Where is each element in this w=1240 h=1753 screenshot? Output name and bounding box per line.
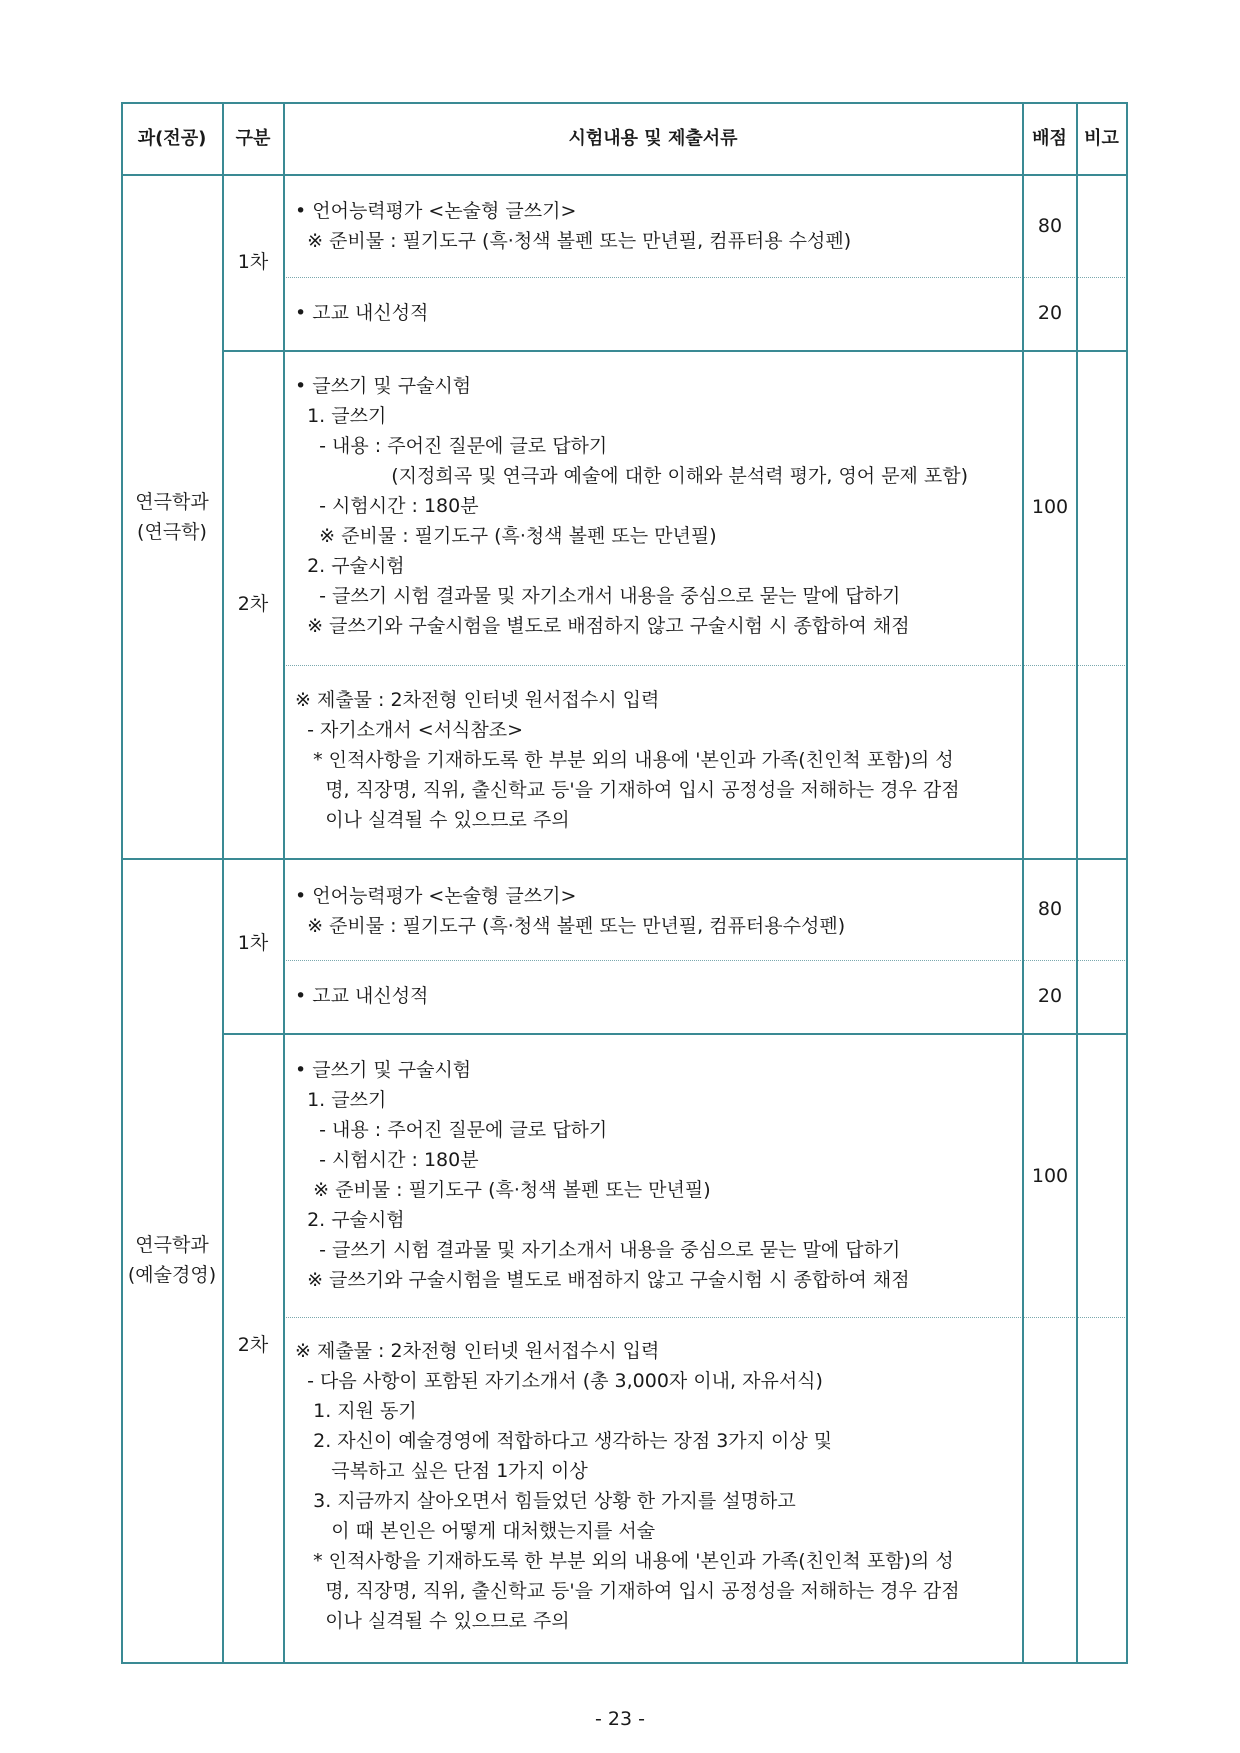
score-value: 20	[1037, 985, 1063, 1007]
content-line: 극복하고 싶은 단점 1가지 이상	[295, 1460, 588, 1482]
column-divider	[283, 102, 285, 1664]
content-line: ※ 제출물 : 2차전형 인터넷 원서접수시 입력	[295, 689, 660, 711]
content-line: (지정희곡 및 연극과 예술에 대한 이해와 분석력 평가, 영어 문제 포함)	[355, 465, 969, 487]
row-divider	[284, 277, 1127, 278]
header-round: 구분	[235, 128, 271, 149]
content-line: 명, 직장명, 직위, 출신학교 등'을 기재하여 입시 공정성을 저해하는 경우 감점	[295, 1580, 960, 1602]
row-divider	[222, 1033, 1127, 1035]
score-value: 80	[1037, 215, 1063, 237]
content-line: ※ 글쓰기와 구술시험을 별도로 배점하지 않고 구술시험 시 종합하여 채점	[295, 1269, 910, 1291]
dept-major: (예술경영)	[127, 1264, 217, 1286]
content-line: 3. 지금까지 살아오면서 힘들었던 상황 한 가지를 설명하고	[295, 1490, 796, 1512]
content-line: • 글쓰기 및 구술시험	[295, 375, 472, 397]
content-line: ※ 준비물 : 필기도구 (흑·청색 볼펜 또는 만년필, 컴퓨터용수성펜)	[295, 915, 846, 937]
column-divider	[1076, 102, 1078, 1664]
content-line: ※ 준비물 : 필기도구 (흑·청색 볼펜 또는 만년필, 컴퓨터용 수성펜)	[295, 230, 852, 252]
score-value: 20	[1037, 302, 1063, 324]
section-divider	[121, 858, 1127, 860]
content-line: • 고교 내신성적	[295, 985, 429, 1007]
row-divider	[284, 665, 1127, 666]
content-line: 2. 자신이 예술경영에 적합하다고 생각하는 장점 3가지 이상 및	[295, 1430, 833, 1452]
content-line: - 다음 사항이 포함된 자기소개서 (총 3,000자 이내, 자유서식)	[295, 1370, 823, 1392]
content-line: - 글쓰기 시험 결과물 및 자기소개서 내용을 중심으로 묻는 말에 답하기	[295, 585, 901, 607]
header-dept: 과(전공)	[137, 128, 207, 149]
score-value: 100	[1031, 1165, 1069, 1187]
content-line: ※ 제출물 : 2차전형 인터넷 원서접수시 입력	[295, 1340, 660, 1362]
round-label: 1차	[237, 932, 269, 954]
content-line: - 자기소개서 <서식참조>	[295, 719, 524, 741]
content-line: • 글쓰기 및 구술시험	[295, 1059, 472, 1081]
content-line: • 고교 내신성적	[295, 302, 429, 324]
score-value: 80	[1037, 898, 1063, 920]
content-line: * 인적사항을 기재하도록 한 부분 외의 내용에 '본인과 가족(친인척 포함)의 성	[295, 749, 954, 771]
content-line: - 글쓰기 시험 결과물 및 자기소개서 내용을 중심으로 묻는 말에 답하기	[295, 1239, 901, 1261]
dept-name: 연극학과	[135, 1234, 209, 1256]
content-line: 이나 실격될 수 있으므로 주의	[295, 809, 570, 831]
row-divider	[222, 350, 1127, 352]
content-line: ※ 글쓰기와 구술시험을 별도로 배점하지 않고 구술시험 시 종합하여 채점	[295, 615, 910, 637]
header-bottom-border	[121, 174, 1127, 176]
content-line: 2. 구술시험	[295, 555, 405, 577]
content-line: ※ 준비물 : 필기도구 (흑·청색 볼펜 또는 만년필)	[295, 525, 717, 547]
table-top-border	[121, 102, 1127, 104]
round-label: 2차	[237, 1334, 269, 1356]
page-number: - 23 -	[595, 1708, 645, 1730]
header-score: 배점	[1032, 128, 1067, 149]
content-line: 1. 지원 동기	[295, 1400, 417, 1422]
table-left-border	[121, 102, 123, 1664]
row-divider	[284, 1317, 1127, 1318]
content-line: - 내용 : 주어진 질문에 글로 답하기	[295, 435, 608, 457]
round-label: 1차	[237, 251, 269, 273]
table-bottom-border	[121, 1662, 1127, 1664]
row-divider	[284, 960, 1127, 961]
content-line: 명, 직장명, 직위, 출신학교 등'을 기재하여 입시 공정성을 저해하는 경우 감점	[295, 779, 960, 801]
content-line: • 언어능력평가 <논술형 글쓰기>	[295, 200, 577, 222]
dept-name: 연극학과	[135, 491, 209, 513]
header-note: 비고	[1084, 128, 1119, 149]
content-line: 이나 실격될 수 있으므로 주의	[295, 1610, 570, 1632]
content-line: * 인적사항을 기재하도록 한 부분 외의 내용에 '본인과 가족(친인척 포함)의 성	[295, 1550, 954, 1572]
table-right-border	[1126, 102, 1128, 1664]
column-divider	[222, 102, 224, 1664]
content-line: 이 때 본인은 어떻게 대처했는지를 서술	[295, 1520, 656, 1542]
content-line: 1. 글쓰기	[295, 405, 387, 427]
score-value: 100	[1031, 496, 1069, 518]
content-line: 2. 구술시험	[295, 1209, 405, 1231]
content-line: • 언어능력평가 <논술형 글쓰기>	[295, 885, 577, 907]
content-line: ※ 준비물 : 필기도구 (흑·청색 볼펜 또는 만년필)	[295, 1179, 711, 1201]
column-divider	[1022, 102, 1024, 1664]
content-line: - 시험시간 : 180분	[295, 495, 479, 517]
content-line: 1. 글쓰기	[295, 1089, 387, 1111]
header-content: 시험내용 및 제출서류	[568, 128, 738, 149]
round-label: 2차	[237, 593, 269, 615]
content-line: - 내용 : 주어진 질문에 글로 답하기	[295, 1119, 608, 1141]
dept-major: (연극학)	[137, 521, 207, 543]
content-line: - 시험시간 : 180분	[295, 1149, 479, 1171]
